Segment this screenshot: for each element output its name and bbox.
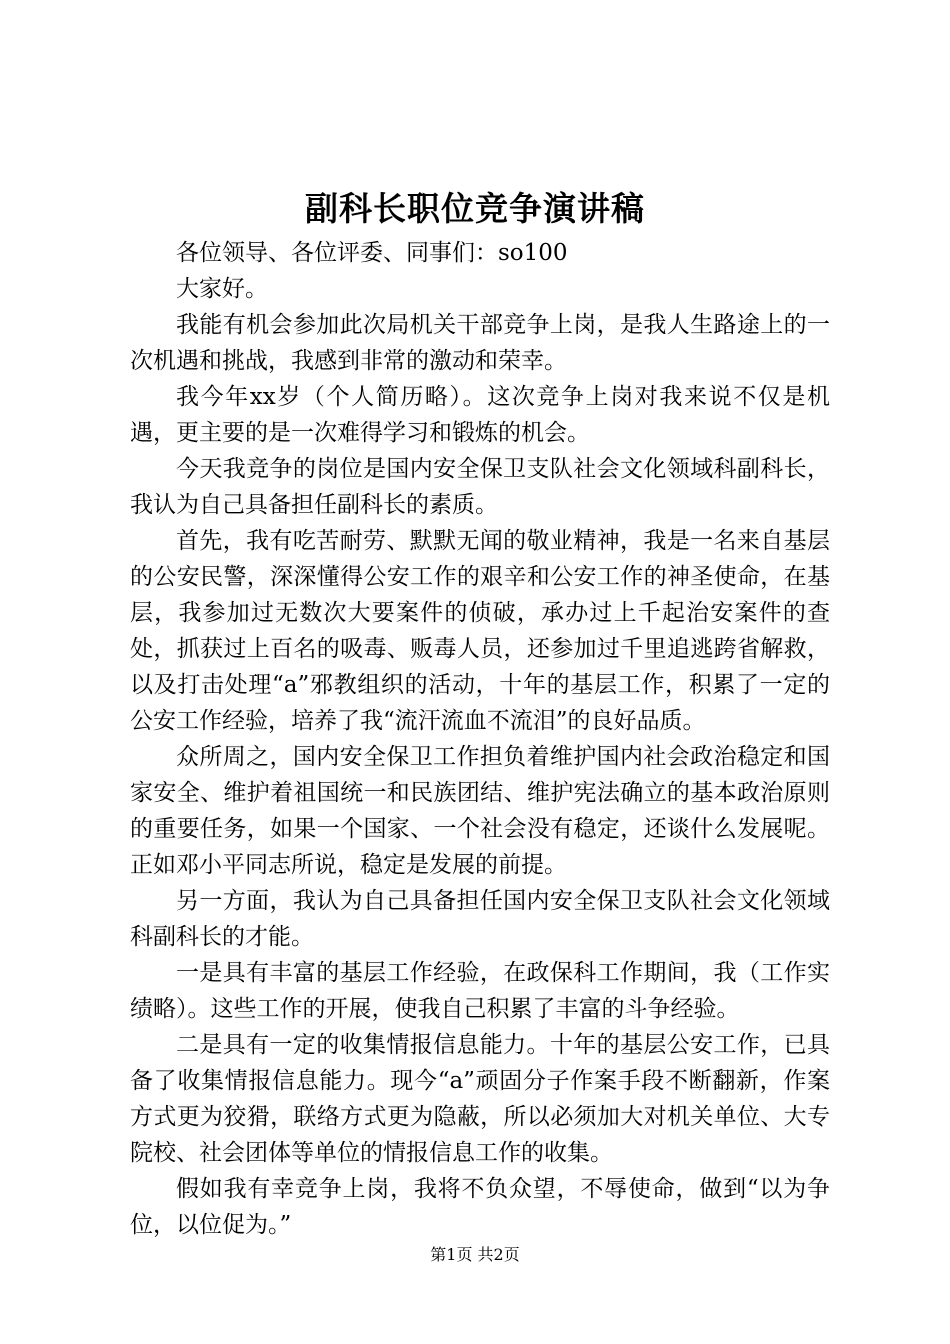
document-title: 副科长职位竞争演讲稿 — [305, 189, 645, 228]
paragraph: 各位领导、各位评委、同事们：so100 — [176, 240, 568, 266]
paragraph: 另一方面，我认为自己具备担任国内安全保卫支队社会文化领域科副科长的才能。 — [130, 888, 830, 950]
paragraph: 我今年xx岁（个人简历略）。这次竞争上岗对我来说不仅是机遇，更主要的是一次难得学习和锻炼的机会。 — [130, 384, 830, 446]
paragraph: 一是具有丰富的基层工作经验，在政保科工作期间，我（工作实绩略）。这些工作的开展，使我自己积累了丰富的斗争经验。 — [130, 960, 830, 1022]
document-body — [130, 235, 830, 1243]
paragraph: 二是具有一定的收集情报信息能力。十年的基层公安工作，已具备了收集情报信息能力。现今“a”顽固分子作案手段不断翻新，作案方式更为狡猾，联络方式更为隐蔽，所以必须加大对机关单位、大专院校、社会团体等单位的情报信息工作的收集。 — [130, 1032, 830, 1166]
paragraph: 大家好。 — [176, 276, 268, 302]
paragraph: 今天我竞争的岗位是国内安全保卫支队社会文化领域科副科长，我认为自己具备担任副科长的素质。 — [130, 456, 830, 518]
page-number-footer: 第1页 共2页 — [430, 1245, 520, 1264]
paragraph: 假如我有幸竞争上岗，我将不负众望，不辱使命，做到“以为争位，以位促为。” — [130, 1176, 830, 1238]
paragraph: 众所周之，国内安全保卫工作担负着维护国内社会政治稳定和国家安全、维护着祖国统一和民族团结、维护宪法确立的基本政治原则的重要任务，如果一个国家、一个社会没有稳定，还谈什么发展呢。正如邓小平同志所说，稳定是发展的前提。 — [130, 744, 830, 878]
paragraph: 我能有机会参加此次局机关干部竞争上岗，是我人生路途上的一次机遇和挑战，我感到非常的激动和荣幸。 — [130, 312, 830, 374]
paragraph: 首先，我有吃苦耐劳、默默无闻的敬业精神，我是一名来自基层的公安民警，深深懂得公安工作的艰辛和公安工作的神圣使命，在基层，我参加过无数次大要案件的侦破，承办过上千起治安案件的查处，抓获过上百名的吸毒、贩毒人员，还参加过千里追逃跨省解救，以及打击处理“a”邪教组织的活动，十年的基层工作，积累了一定的公安工作经验，培养了我“流汗流血不流泪”的良好品质。 — [130, 528, 830, 734]
